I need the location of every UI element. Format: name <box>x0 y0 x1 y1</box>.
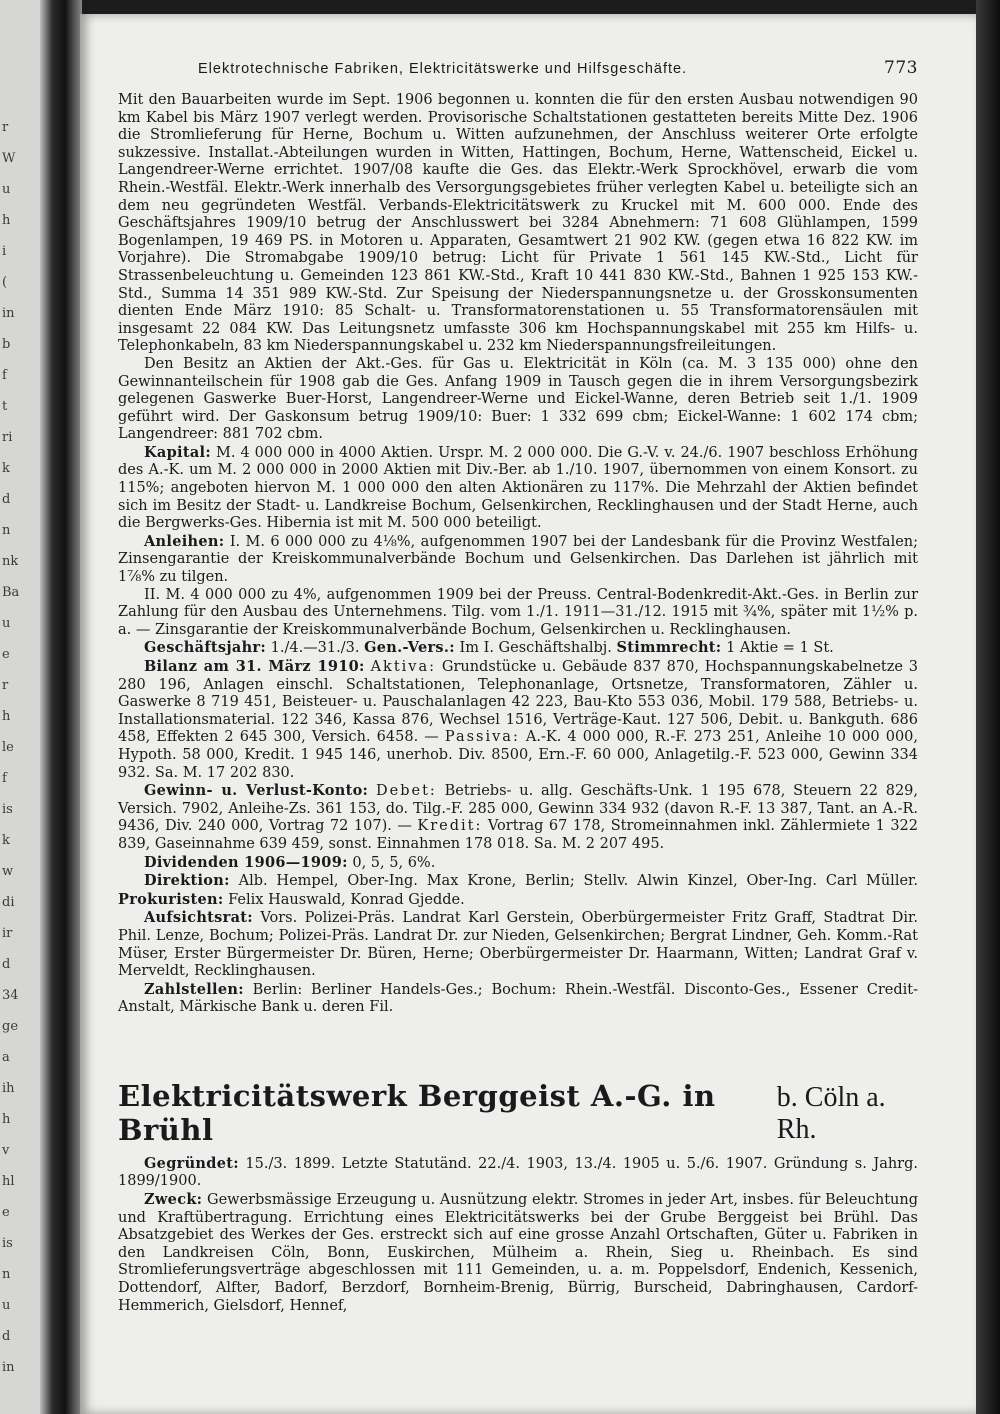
left-page-fragment: n <box>2 1267 11 1282</box>
geschaeftsjahr-section <box>118 639 918 658</box>
article1-paragraph-2: Den Besitz an Aktien der Akt.-Ges. für Gas u. Elektricität in Köln (ca. M. 3 135 000) ohne den Gewinnanteilschein für 1908 gab die Ges. Anfang 1909 in Tausch gegen die in ihrem Versorgungsbezirk gelegenen Gaswerke Buer-Horst, Langendreer-Werne und Eickel-Wanne, deren Betrieb seit 1./1. 1909 geführt wird. Der Gaskonsum betrug 1909/10: Buer: 1 332 699 cbm; Eickel-Wanne: 1 602 174 cbm; Langendreer: 881 702 cbm. <box>118 355 918 443</box>
stimmrecht-text: 1 Aktie = 1 St. <box>726 640 834 657</box>
left-page-fragment: hl <box>2 1174 15 1189</box>
direktion-label: Direktion: <box>144 872 230 890</box>
left-page-fragment: u <box>2 182 11 197</box>
left-page-fragment: r <box>2 120 9 135</box>
stimmrecht-label: Stimmrecht: <box>616 639 722 657</box>
gv-text: Im I. Geschäftshalbj. <box>459 640 612 657</box>
left-page-fragment: a <box>2 1050 10 1065</box>
left-page-fragment: k <box>2 833 10 848</box>
left-page-fragment: d <box>2 957 11 972</box>
anleihen-2-text: II. M. 4 000 000 zu 4%, aufgenommen 1909 bei der Preuss. Central-Bodenkredit-Akt.-Ges. in Berlin zur Zahlung für den Ausbau des Unternehmens. Tilg. vom 1./1. 1911—31./12. 1915 mit ¾%, später mit 1½% p. a. — Zinsgarantie der Kreiskommunalverbände Bochum, Gelsenkirchen u. Recklinghausen. <box>118 586 918 638</box>
left-page-fragment: r <box>2 678 9 693</box>
left-page-fragment: d <box>2 492 11 507</box>
left-page-fragment: is <box>2 1236 13 1251</box>
gj-label: Geschäftsjahr: <box>144 639 267 657</box>
left-page-fragment: Ba <box>2 585 20 600</box>
gegruendet-text: 15./3. 1899. Letzte Statutänd. 22./4. 1903, 13./4. 1905 u. 5./6. 1907. Gründung s. Jahrg. 1899/1900. <box>118 1155 918 1190</box>
kapital-label: Kapital: <box>144 443 211 461</box>
left-page-fragment: n <box>2 523 11 538</box>
article1-paragraph-1: Mit den Bauarbeiten wurde im Sept. 1906 begonnen u. konnten die für den ersten Ausbau notwendigen 90 km Kabel bis März 1907 verlegt werden. Provisorische Schaltstationen gestatteten bereits Mitte Dez. 1906 die Stromlieferung für Herne, Bochum u. Witten aufzunehmen, der Anschluss weiterer Orte erfolgte sukzessive. Installat.-Abteilungen wurden in Witten, Hattingen, Bochum, Herne, Wattenscheid, Eickel u. Langendreer-Werne errichtet. 1907/08 kaufte die Ges. das Elektr.-Werk Sprockhövel, erwarb die vom Rhein.-Westfäl. Elektr.-Werk innerhalb des Versorgungsgebietes früher verlegten Kabel u. beteiligte sich an dem neu gegründeten Westfäl. Verbands-Elektricitätswerk zu Kruckel mit M. 600 000. Ende des Geschäftsjahres 1909/10 betrug der Anschlusswert bei 3284 Abnehmern: 71 608 Glühlampen, 1599 Bogenlampen, 19 469 PS. in Motoren u. Apparaten, Gesamtwert 21 902 KW. (gegen etwa 16 822 KW. im Vorjahre). Die Stromabgabe 1909/10 betrug: Licht für Private 1 561 145 KW.-Std., Licht für Strassenbeleuchtung u. Gemeinden 123 861 KW.-Std., Kraft 10 441 830 KW.-Std., Bahnen 1 925 153 KW.-Std., Summa 14 351 989 KW.-Std. Zur Speisung der Niederspannungsnetze u. der Grosskonsumenten dienten Ende März 1910: 85 Schalt- u. Transformatorenstationen u. 55 Transformatorensäulen mit insgesamt 22 084 KW. Das Leitungsnetz umfasste 306 km Hochspannungskabel mit 255 km Hilfs- u. Telephonkabeln, 83 km Niederspannungskabel u. 232 km Niederspannungsfreileitungen. <box>118 92 918 355</box>
company-location: b. Cöln a. Rh. <box>776 1081 886 1145</box>
book-gutter <box>40 0 82 1414</box>
left-page-fragment: nk <box>2 554 19 569</box>
left-page-fragment: b <box>2 337 11 352</box>
debet-label: Debet: <box>376 783 437 800</box>
left-page-fragment: d <box>2 1329 11 1344</box>
aufsichtsrat-text: Vors. Polizei-Präs. Landrat Karl Gerstein, Oberbürgermeister Fritz Graff, Stadtrat Dir. Phil. Lenze, Bochum; Polizei-Präs. Landrat Dr. zur Nieden, Gelsenkirchen; Bergrat Lindner, Geh. Komm.-Rat Müser, Erster Bürgermeister Dr. Büren, Herne; Oberbürgermeister Dr. Haarmann, Witten; Landrat Graf v. Merveldt, Recklinghausen. <box>118 910 919 980</box>
zweck-text: Gewerbsmässige Erzeugung u. Ausnützung elektr. Stromes in jeder Art, insbes. für Beleuchtung und Kraftübertragung. Errichtung eines Elektricitätswerks bei der Grube Berggeist bei Brühl. Das Absatzgebiet des Werkes der Ges. erstreckt sich auf eine grosse Anzahl Ortschaften, Güter u. Fabriken in den Landkreisen Cöln, Bonn, Euskirchen, Mülheim a. Rhein, Sieg u. Rheinbach. Es sind Stromlieferungsverträge abgeschlossen mit 111 Gemeinden, u. a. m. Poppelsdorf, Endenich, Kessenich, Dottendorf, Alfter, Badorf, Berzdorf, Bornheim-Brenig, Bürrig, Burscheid, Dabringhausen, Cardorf-Hemmerich, Gielsdorf, Hennef, <box>118 1192 918 1314</box>
bilanz-label: Bilanz am 31. März 1910: <box>144 658 365 675</box>
guv-label: Gewinn- u. Verlust-Konto: <box>144 782 369 800</box>
page-number: 773 <box>884 58 918 78</box>
left-page-fragment: e <box>2 1205 10 1220</box>
left-page-fragment: f <box>2 368 7 383</box>
aktiva-label: Aktiva: <box>370 659 437 675</box>
aufsichtsrat-section <box>118 909 918 980</box>
header-title: Elektrotechnische Fabriken, Elektricitätswerke und Hilfsgeschäfte. <box>198 61 688 77</box>
anleihen-section <box>118 533 918 587</box>
dividenden-section <box>118 854 918 873</box>
zweck-section <box>118 1191 918 1315</box>
company-name: Elektricitätswerk Berggeist A.-G. in Brühl <box>118 1078 716 1147</box>
direktion-section <box>118 872 918 909</box>
left-page-fragment: 34 <box>2 988 19 1003</box>
left-page-fragment: ih <box>2 1081 15 1096</box>
gegruendet-label: Gegründet: <box>144 1154 239 1172</box>
prokuristen-label: Prokuristen: <box>118 890 224 908</box>
left-page-fragment: ge <box>2 1019 19 1034</box>
bilanz-section <box>118 658 918 782</box>
left-page-fragment: w <box>2 864 14 879</box>
direktion-text: Alb. Hempel, Ober-Ing. Max Krone, Berlin; Stellv. Alwin Kinzel, Ober-Ing. Carl Müller. <box>238 873 918 890</box>
aktiva-text: Grundstücke u. Gebäude 837 870, Hochspannungskabelnetze 3 280 196, Anlagen einschl. Schaltstationen, Telephonanlage, Ortsnetze, Transformatoren, Zähler u. Gaswerke 8 719 451, Beisteuer- u. Pauschalanlagen 42 223, Bau-Kto 553 036, Mobil. 179 588, Betriebs- u. Installationsmaterial. 122 346, Kassa 876, Wechsel 1516, Verträge-Kaut. 127 506, Debit. u. Bankguth. 686 458, Effekten 2 645 300, Versich. 6458. — <box>118 659 919 746</box>
dividenden-text: 0, 5, 5, 6%. <box>352 854 436 871</box>
page-content <box>118 58 918 1315</box>
gv-label: Gen.-Vers.: <box>364 639 455 657</box>
gegruendet-section <box>118 1155 918 1191</box>
kapital-section <box>118 444 918 533</box>
passiva-label: Passiva: <box>444 729 520 746</box>
left-page-fragment: u <box>2 616 11 631</box>
left-page-fragment: h <box>2 709 11 724</box>
left-page-fragment: in <box>2 306 15 321</box>
dividenden-label: Dividenden 1906—1909: <box>144 853 348 871</box>
left-page-fragment: ( <box>2 275 8 290</box>
left-page-fragment: h <box>2 213 11 228</box>
left-page-fragment: di <box>2 895 15 910</box>
kredit-label: Kredit: <box>417 818 483 835</box>
left-page-fragment: i <box>2 244 7 259</box>
left-page-fragment: f <box>2 771 7 786</box>
left-page-fragment: in <box>2 1360 15 1375</box>
gj-text: 1./4.—31./3. <box>270 640 360 657</box>
left-page-fragment: h <box>2 1112 11 1127</box>
aufsichtsrat-label: Aufsichtsrat: <box>144 909 253 927</box>
document-page <box>80 14 976 1414</box>
passiva-text: A.-K. 4 000 000, R.-F. 273 251, Anleihe 10 000 000, Hypoth. 58 000, Kredit. 1 945 146, unerhob. Div. 8500, Ern.-F. 60 000, Anlagetilg.-F. 523 000, Gewinn 334 932. Sa. M. 17 202 830. <box>118 729 919 781</box>
zahlstellen-text: Berlin: Berliner Handels-Ges.; Bochum: Rhein.-Westfäl. Disconto-Ges., Essener Credit-Anstalt, Märkische Bank u. deren Fil. <box>118 981 918 1016</box>
anleihen-label: Anleihen: <box>144 532 225 550</box>
kredit-text: Vortrag 67 178, Stromeinnahmen inkl. Zählermiete 1 322 839, Gaseinnahme 639 459, sonst. Einnahmen 178 018. Sa. M. 2 207 495. <box>118 818 919 852</box>
left-page-fragment: e <box>2 647 10 662</box>
right-page-edge <box>976 0 1000 1414</box>
zweck-label: Zweck: <box>144 1191 203 1209</box>
left-page-fragment: ir <box>2 926 13 941</box>
zahlstellen-section <box>118 981 918 1017</box>
company-heading <box>118 1079 918 1147</box>
zahlstellen-label: Zahlstellen: <box>144 980 244 998</box>
left-page-fragment: t <box>2 399 8 414</box>
prokuristen-text: Felix Hauswald, Konrad Gjedde. <box>228 891 465 908</box>
running-header <box>118 58 918 92</box>
debet-text: Betriebs- u. allg. Geschäfts-Unk. 1 195 678, Steuern 22 829, Versich. 7902, Anleihe-Zs. 361 153, do. Tilg.-F. 285 000, Gewinn 334 932 (davon R.-F. 13 387, Tant. an A.-R. 9436, Div. 240 000, Vortrag 72 107). — <box>118 783 918 835</box>
left-page-fragment: is <box>2 802 13 817</box>
left-page-fragment: v <box>2 1143 10 1158</box>
anleihen-text: I. M. 6 000 000 zu 4⅛%, aufgenommen 1907 bei der Landesbank für die Provinz Westfalen; Zinsengarantie der Kreiskommunalverbände Bochum und Gelsenkirchen. Das Darlehen ist jährlich mit 1⅞% zu tilgen. <box>118 533 919 586</box>
left-page-fragment: u <box>2 1298 11 1313</box>
guv-section <box>118 782 918 853</box>
left-page-fragment: W <box>2 151 16 166</box>
left-page-fragment: ri <box>2 430 13 445</box>
left-page-fragment: le <box>2 740 14 755</box>
left-page-fragment: k <box>2 461 10 476</box>
kapital-text: M. 4 000 000 in 4000 Aktien. Urspr. M. 2 000 000. Die G.-V. v. 24./6. 1907 beschloss Erhöhung des A.-K. um M. 2 000 000 in 2000 Aktien mit Div.-Ber. ab 1./10. 1907, übernommen von einem Konsort. zu 115%; angeboten hiervon M. 1 000 000 den alten Aktionären zu 117%. Die Mehrzahl der Aktien befindet sich im Besitz der Stadt- u. Landkreise Bochum, Gelsenkirchen, Recklinghausen und der Stadt Herne, auch die Bergwerks-Ges. Hibernia ist mit M. 500 000 beteiligt. <box>118 444 918 532</box>
